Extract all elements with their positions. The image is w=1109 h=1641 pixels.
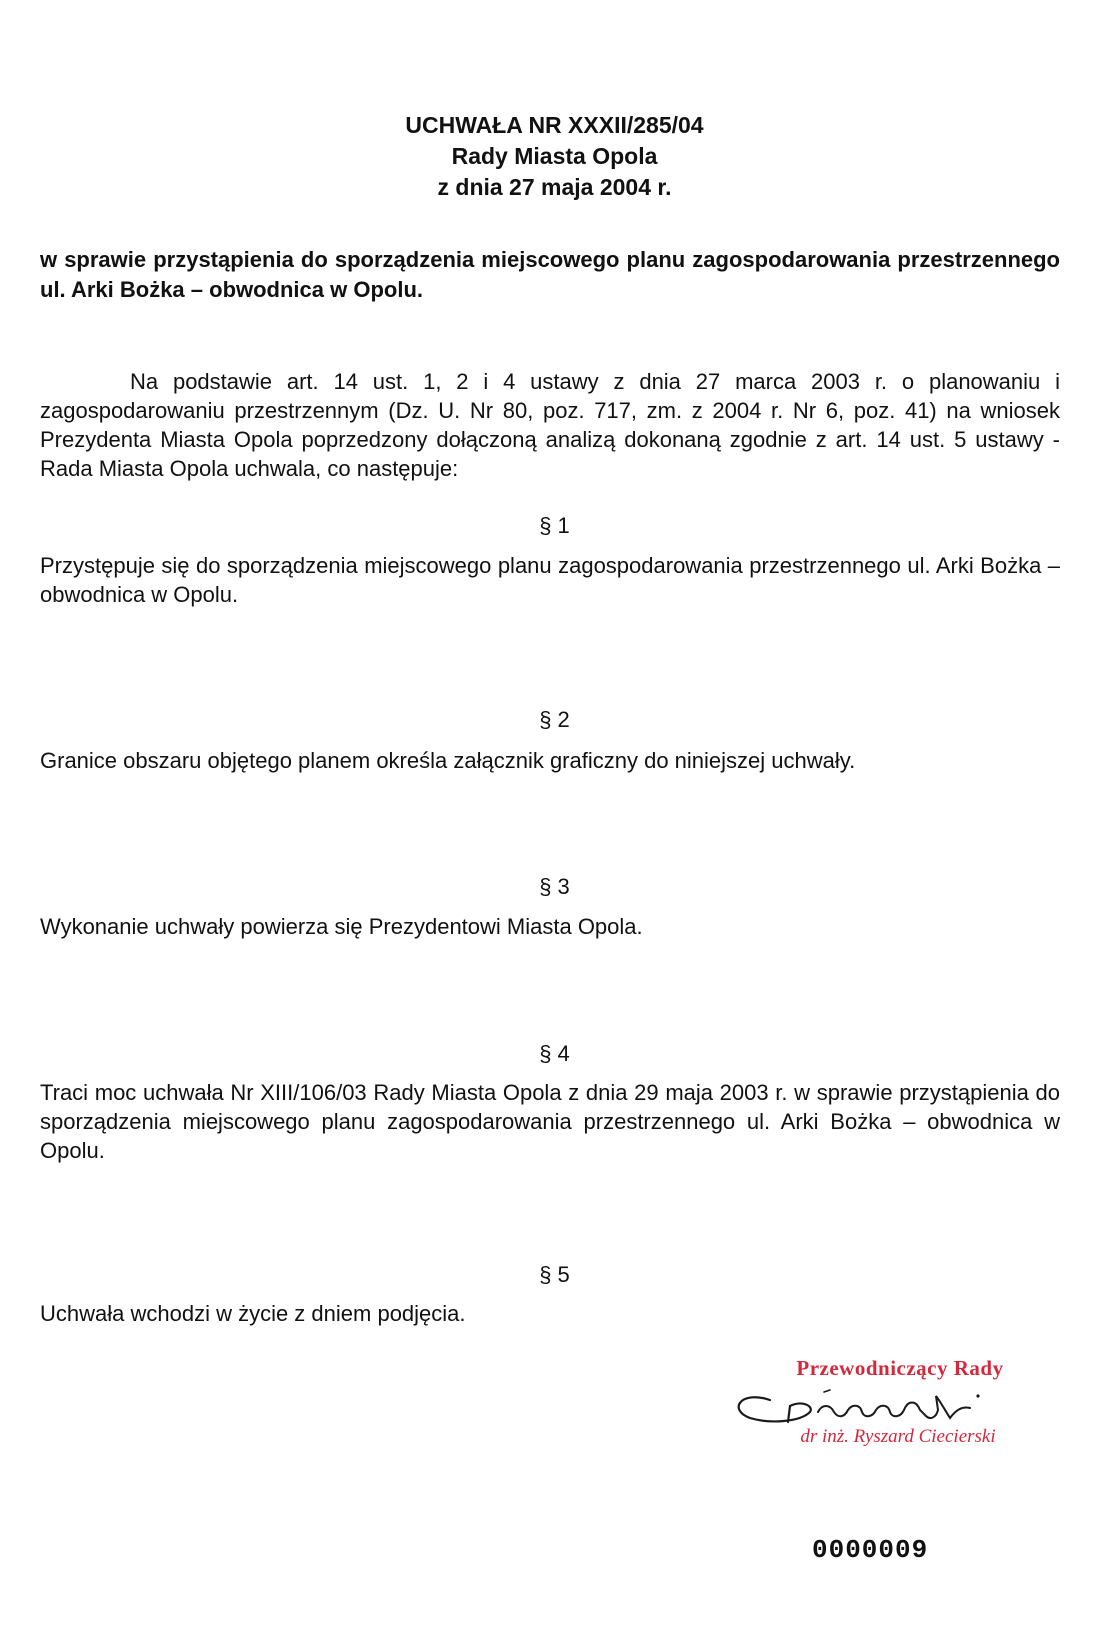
section-2-text: Granice obszaru objętego planem określa załącznik graficzny do niniejszej uchwały.	[40, 748, 856, 773]
chairman-title: Przewodniczący Rady	[796, 1356, 1004, 1380]
section-4-text: Traci moc uchwała Nr XIII/106/03 Rady Miasta Opola z dnia 29 maja 2003 r. w sprawie przystąpienia do sporządzenia miejscowego planu zagospodarowania przestrzennego ul. Arki Bożka – obwodnica w Opolu.	[40, 1080, 1060, 1163]
section-3-text: Wykonanie uchwały powierza się Prezydentowi Miasta Opola.	[40, 914, 643, 939]
section-3-mark: § 3	[539, 874, 570, 899]
section-1-text: Przystępuje się do sporządzenia miejscowego planu zagospodarowania przestrzennego ul. Arki Bożka – obwodnica w Opolu.	[40, 553, 1060, 607]
section-4-mark: § 4	[539, 1041, 570, 1066]
resolution-date: z dnia 27 maja 2004 r.	[437, 174, 672, 200]
resolution-number: UCHWAŁA NR XXXII/285/04	[405, 112, 704, 138]
section-1-mark: § 1	[539, 513, 570, 538]
resolution-header	[0, 110, 1109, 203]
section-2-mark: § 2	[539, 707, 570, 732]
document-number: 0000009	[812, 1535, 929, 1565]
handwritten-signature	[730, 1382, 1060, 1432]
signature-stamp	[730, 1352, 1060, 1462]
section-5-text: Uchwała wchodzi w życie z dniem podjęcia.	[40, 1301, 466, 1326]
resolution-subject: w sprawie przystąpienia do sporządzenia miejscowego planu zagospodarowania przestrzennego ul. Arki Bożka – obwodnica w Opolu.	[40, 247, 1060, 302]
issuing-body: Rady Miasta Opola	[451, 143, 658, 169]
legal-basis-preamble: Na podstawie art. 14 ust. 1, 2 i 4 ustawy z dnia 27 marca 2003 r. o planowaniu i zagospodarowaniu przestrzennym (Dz. U. Nr 80, poz. 717, zm. z 2004 r. Nr 6, poz. 41) na wniosek Prezydenta Miasta Opola poprzedzony dołączoną analizą dokonaną zgodnie z art. 14 ust. 5 ustawy - Rada Miasta Opola uchwala, co następuje:	[40, 369, 1060, 481]
chairman-name: dr inż. Ryszard Ciecierski	[800, 1426, 996, 1447]
section-5-mark: § 5	[539, 1262, 570, 1287]
